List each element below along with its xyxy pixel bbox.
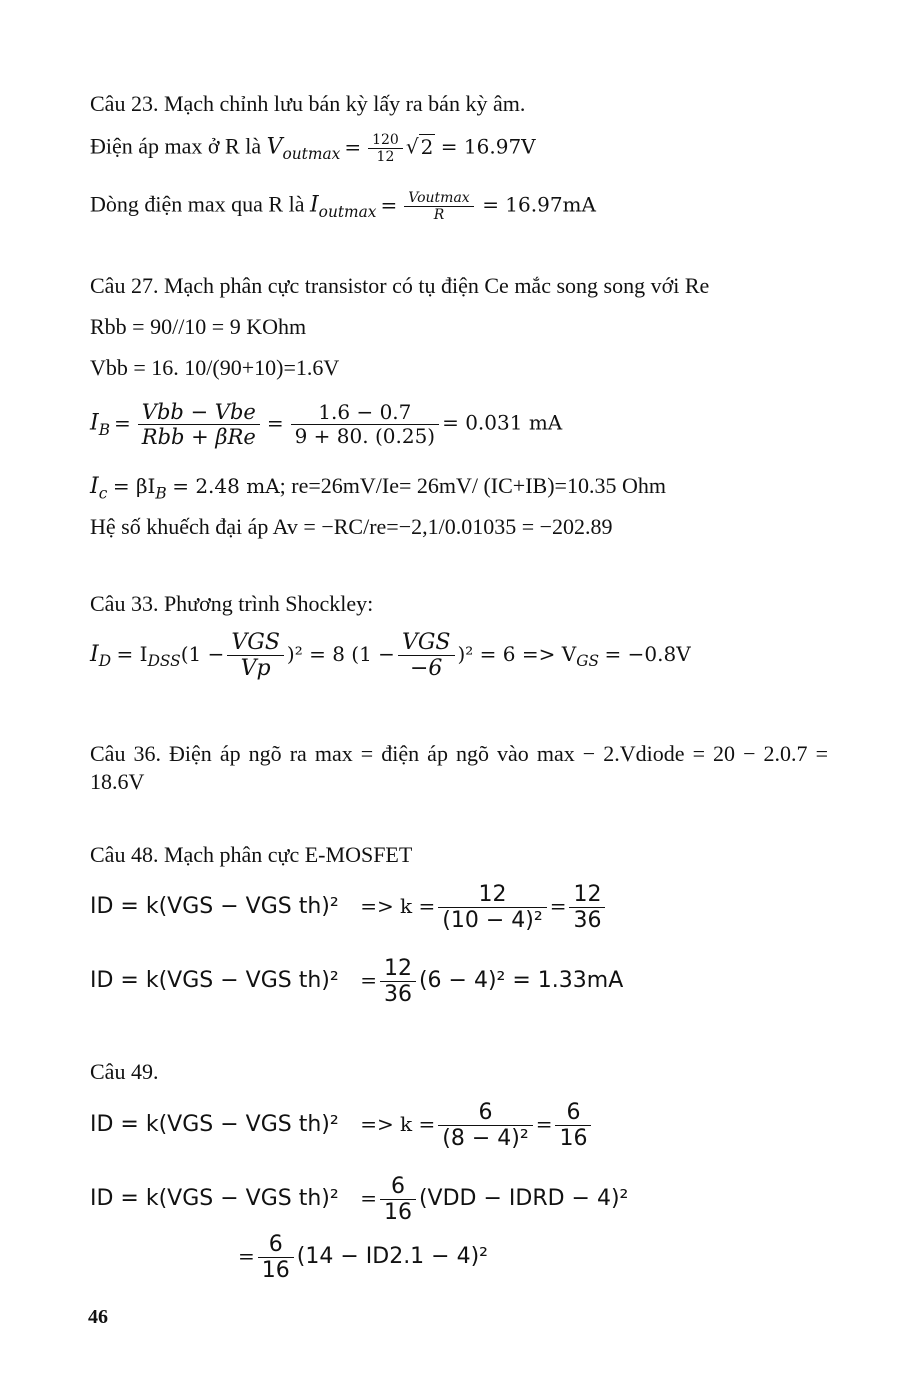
q23-vout-text: Điện áp max ở R là [90, 133, 267, 159]
q23-iout-sub: outmax [318, 203, 377, 222]
q49-title: Câu 49. [90, 1059, 159, 1084]
q27-re-text: ; re=26mV/Ie= 26mV/ (IC+IB)=10.35 Ohm [279, 473, 666, 498]
q27-title: Câu 27. Mạch phân cực transistor có tụ điện Ce mắc song song với Re [90, 273, 710, 298]
q49-id-equation: ID = k(VGS − VGS th)² = $\frac{6}{16}$ (VDD − IDRD − 4)² [90, 1174, 629, 1226]
q27-ic-line: $I_c = \beta I_B = 2.48$ mA; re=26mV/Ie= 26mV/ (IC+IB)=10.35 Ohm [90, 473, 666, 503]
q33-fraction-1: $\frac{\text{VGS}}{Vp}$ [227, 630, 284, 682]
q27-ib-equation: $I_B$ = $\frac{\text{Vbb − Vbe}}{\text{Rbb + βRe}}$ = $\frac{1.6 - 0.7}{9 + 80. (0.25)}$ = 0.031 mA [90, 400, 563, 450]
q23-title: Câu 23. Mạch chỉnh lưu bán kỳ lấy ra bán kỳ âm. [90, 91, 526, 116]
q23-vout-sub: outmax [282, 145, 341, 164]
q49-k-equation: ID = k(VGS − VGS th)² => k = $\frac{6}{\text{(8 − 4)²}}$ = $\frac{6}{16}$ [90, 1100, 594, 1152]
q27-ib-result: = 0.031 mA [442, 410, 563, 435]
q23-iout-text: Dòng điện max qua R là [90, 191, 310, 217]
q23-vout-var: V [266, 134, 283, 160]
q49-fraction-4: $\frac{6}{16}$ [258, 1232, 294, 1284]
q36-paragraph: Câu 36. Điện áp ngõ ra max = điện áp ngõ vào max − 2.Vdiode = 20 − 2.0.7 = 18.6V [90, 741, 828, 794]
q33-fraction-2: $\frac{\text{VGS}}{-6}$ [398, 630, 455, 682]
q48-fraction-2: $\frac{12}{36}$ [569, 882, 605, 934]
q23-vout-result: = 16.97V [440, 134, 536, 159]
q49-fraction-2: $\frac{6}{16}$ [555, 1100, 591, 1152]
q27-ib-fraction-2: $\frac{1.6 - 0.7}{9 + 80. (0.25)}$ [291, 401, 440, 448]
page-number: 46 [88, 1306, 108, 1328]
q23-iout-result: = 16.97mA [482, 192, 596, 217]
q48-fraction-3: $\frac{12}{36}$ [380, 956, 416, 1008]
q49-fraction-1: $\frac{6}{\text{(8 − 4)²}}$ [438, 1100, 532, 1152]
q23-vout-fraction: $\frac{120}{12}$ [368, 132, 403, 165]
q48-title: Câu 48. Mạch phân cực E-MOSFET [90, 842, 413, 867]
q23-iout-line: Dòng điện max qua R là $I_{outmax}$ = $\frac{\text{Voutmax}}{R}$ = 16.97mA [90, 190, 596, 224]
q23-vout-radicand: 2 [420, 134, 434, 159]
q49-fraction-3: $\frac{6}{16}$ [380, 1174, 416, 1226]
q49-id-continued: = $\frac{6}{16}$ (14 − ID2.1 − 4)² [238, 1232, 488, 1284]
q48-k-equation: ID = k(VGS − VGS th)² => k = $\frac{12}{\text{(10 − 4)²}}$ = $\frac{12}{36}$ [90, 882, 608, 934]
q33-shockley-equation: $I_D = I_{DSS}(1$ − $\frac{\text{VGS}}{Vp}$ )² = 8 (1 − $\frac{\text{VGS}}{-6}$ )$^2 = 6 => V_{GS} = -0.8V$ [90, 630, 691, 682]
q27-rbb: Rbb = 90//10 = 9 KOhm [90, 314, 307, 339]
q23-vout-line: Điện áp max ở R là $V_{outmax}$ = $\frac{120}{12}$ √ 2 = 16.97V [90, 132, 536, 166]
q48-id-equation: ID = k(VGS − VGS th)² = $\frac{12}{36}$ (6 − 4)² = 1.33mA [90, 956, 624, 1008]
q48-fraction-1: $\frac{12}{\text{(10 − 4)²}}$ [438, 882, 546, 934]
q23-iout-fraction: $\frac{\text{Voutmax}}{R}$ [404, 190, 473, 223]
q27-ib-fraction-1: $\frac{\text{Vbb − Vbe}}{\text{Rbb + βRe}}$ [138, 400, 260, 449]
q27-vbb: Vbb = 16. 10/(90+10)=1.6V [90, 355, 340, 380]
q27-gain: Hệ số khuếch đại áp Av = −RC/re=−2,1/0.01035 = −202.89 [90, 514, 613, 539]
q23-iout-var: I [309, 192, 319, 218]
q33-title: Câu 33. Phương trình Shockley: [90, 591, 374, 616]
